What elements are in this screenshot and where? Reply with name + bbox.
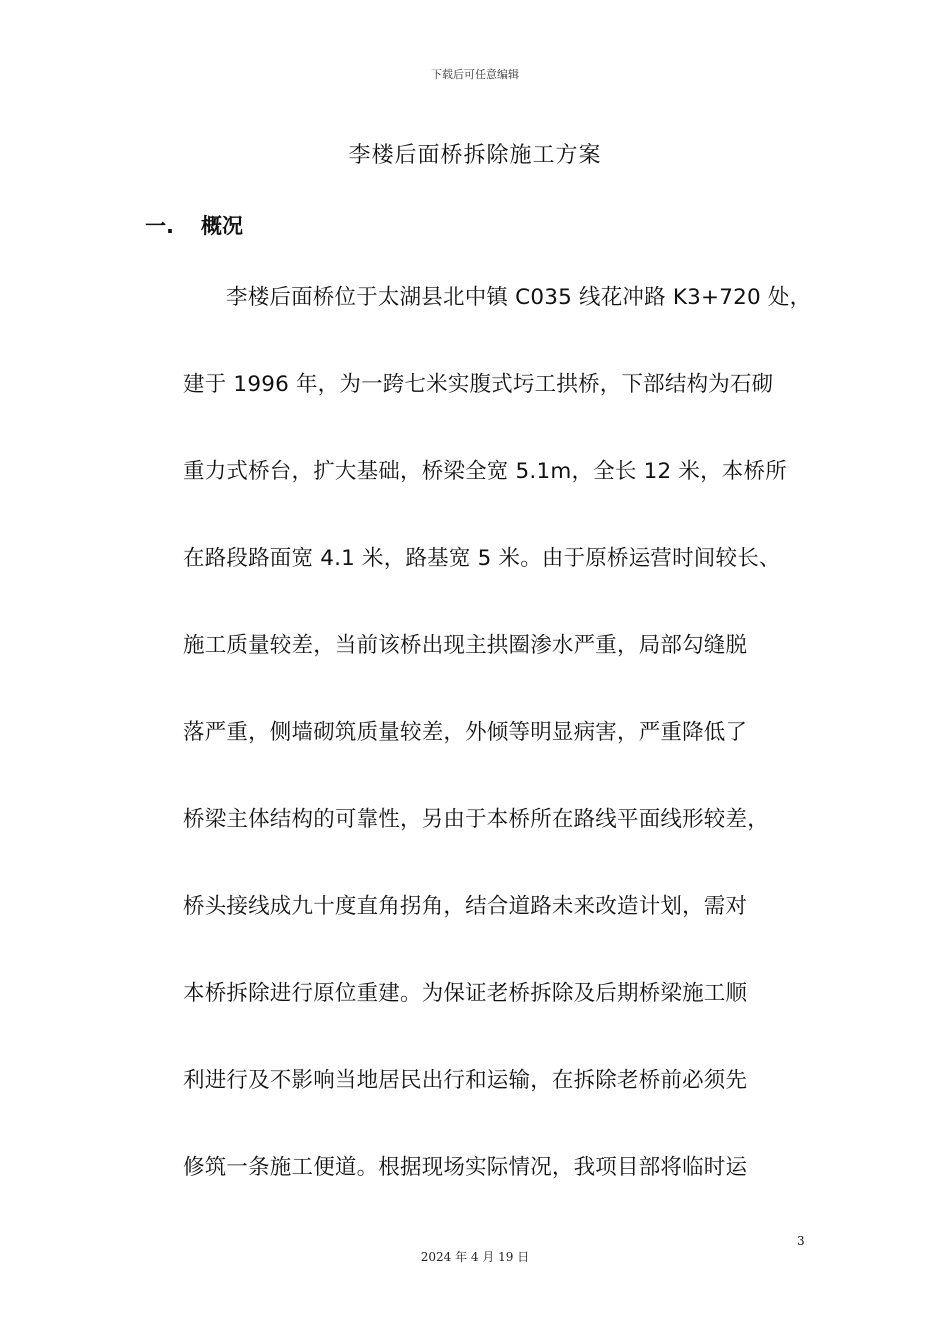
section-number: 一. xyxy=(145,214,174,238)
section-heading-text: 概况 xyxy=(201,214,243,238)
paragraph-line: 桥梁主体结构的可靠性，另由于本桥所在路线平面线形较差， xyxy=(183,807,769,832)
paragraph-line: 修筑一条施工便道。根据现场实际情况，我项目部将临时运 xyxy=(183,1155,748,1180)
page-number: 3 xyxy=(797,1234,805,1248)
page-footer-date: 2024 年 4 月 19 日 xyxy=(420,1250,530,1264)
paragraph-line: 建于 1996 年，为一跨七米实腹式圬工拱桥，下部结构为石砌 xyxy=(183,372,774,397)
paragraph-line: 利进行及不影响当地居民出行和运输，在拆除老桥前必须先 xyxy=(183,1068,748,1093)
paragraph-line: 桥头接线成九十度直角拐角，结合道路未来改造计划，需对 xyxy=(183,894,748,919)
paragraph-line: 本桥拆除进行原位重建。为保证老桥拆除及后期桥梁施工顺 xyxy=(183,981,748,1006)
paragraph-line: 落严重，侧墙砌筑质量较差，外倾等明显病害，严重降低了 xyxy=(183,720,748,745)
paragraph-line: 施工质量较差，当前该桥出现主拱圈渗水严重，局部勾缝脱 xyxy=(183,633,748,658)
document-title: 李楼后面桥拆除施工方案 xyxy=(348,143,602,168)
paragraph-line: 在路段路面宽 4.1 米，路基宽 5 米。由于原桥运营时间较长、 xyxy=(183,546,781,571)
page-header: 下载后可任意编辑 xyxy=(431,68,519,81)
paragraph-line: 李楼后面桥位于太湖县北中镇 C035 线花冲路 K3+720 处， xyxy=(226,285,812,310)
paragraph-line: 重力式桥台，扩大基础，桥梁全宽 5.1m，全长 12 米，本桥所 xyxy=(183,459,787,484)
